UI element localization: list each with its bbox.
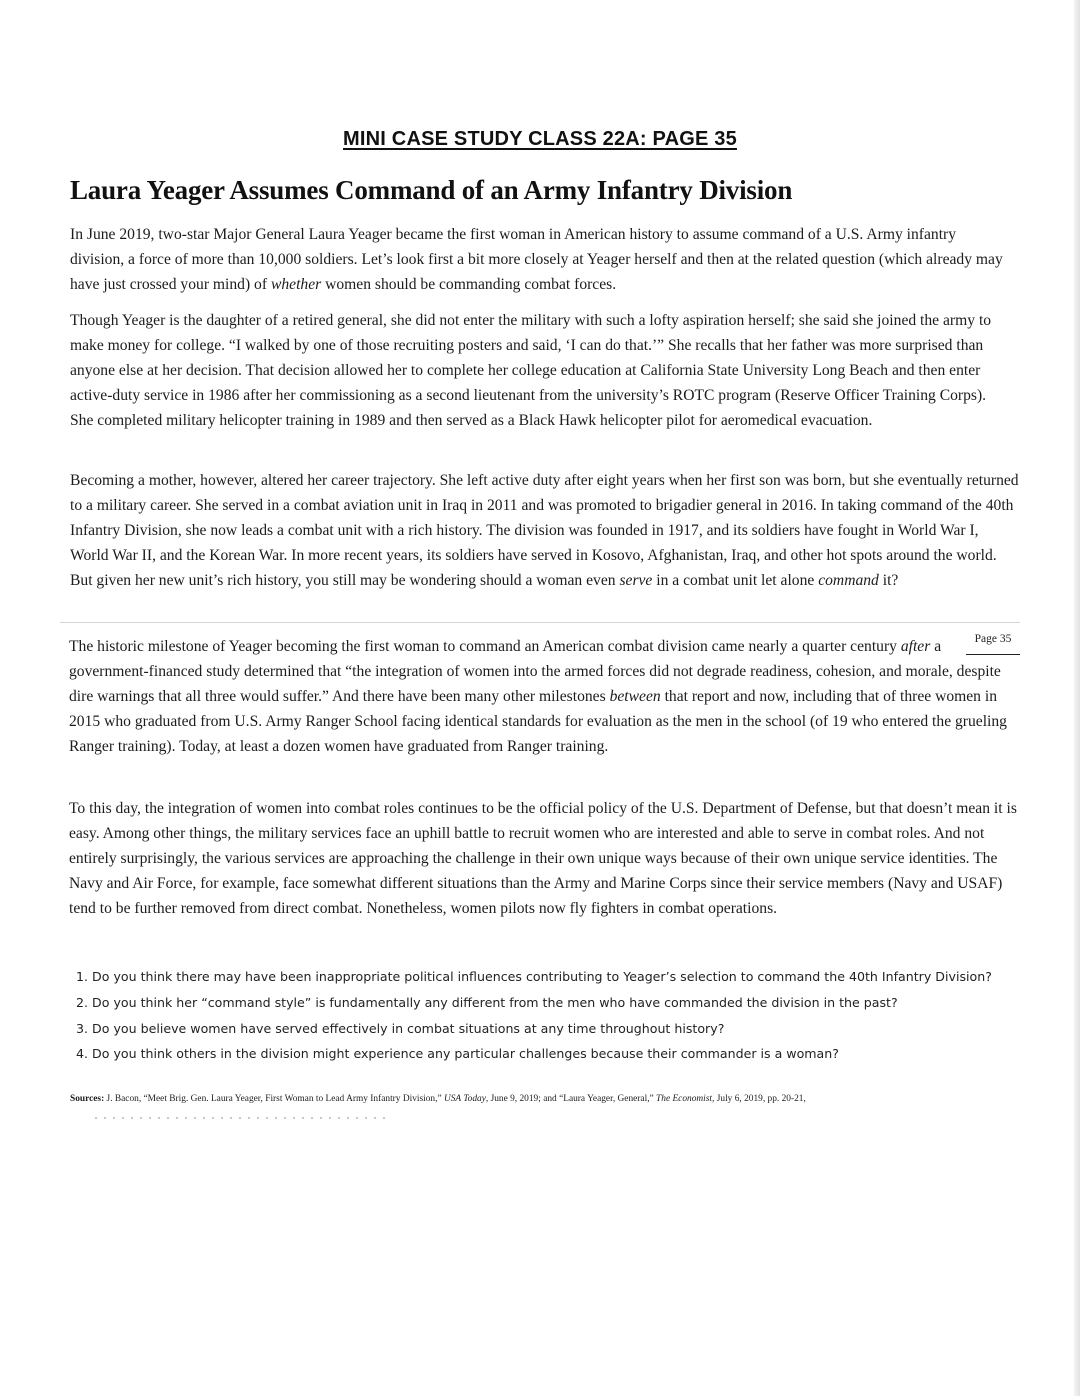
truncated-text-line — [95, 1117, 385, 1119]
case-study-header: MINI CASE STUDY CLASS 22A: PAGE 35 — [343, 128, 737, 150]
question-item — [76, 1016, 1026, 1042]
question-number: 4. — [76, 1046, 89, 1062]
question-item — [76, 964, 1026, 990]
page-number-tag: Page 35 — [966, 630, 1020, 655]
question-text: Do you think her “command style” is fundamentally any different from the men who have commanded the division in the past? — [92, 994, 898, 1010]
paragraph-milestone: The historic milestone of Yeager becoming the first woman to command an American combat division came nearly a quarter century after a government-financed study determined that “the integration of women into the armed forces did not degrade readiness, cohesion, and morale, despite dire warnings that all three would suffer.” And there have been many other milestones between that report and now, including that of three women in 2015 who graduated from U.S. Army Ranger School facing identical standards for evaluation as the men in the school (of 19 who entered the grueling Ranger training). Today, at least a dozen women have graduated from Ranger training. — [69, 638, 1007, 755]
sources-label: Sources: — [70, 1094, 105, 1104]
sources-citation: Sources: J. Bacon, “Meet Brig. Gen. Laura Yeager, First Woman to Lead Army Infantry Division,” USA Today, June 9, 2019; and “Laura Yeager, General,” The Economist, July 6, 2019, pp. 20-21, — [70, 1094, 806, 1104]
question-number: 2. — [76, 994, 89, 1010]
paragraph-career: Becoming a mother, however, altered her career trajectory. She left active duty after eight years when her first son was born, but she eventually returned to a military career. She served in a combat aviation unit in Iraq in 2011 and was promoted to brigadier general in 2016. In taking command of the 40th Infantry Division, she now leads a combat unit with a rich history. The division was founded in 1917, and its soldiers have fought in World War I, World War II, and the Korean War. In more recent years, its soldiers have served in Kosovo, Afghanistan, Iraq, and other hot spots around the world. But given her new unit’s rich history, you still may be wondering should a woman even serve in a combat unit let alone command it? — [70, 472, 1019, 589]
question-text: Do you believe women have served effectively in combat situations at any time throughout history? — [92, 1020, 725, 1036]
paragraph-background: Though Yeager is the daughter of a retired general, she did not enter the military with such a lofty aspiration herself; she said she joined the army to make money for college. “I walked by one of those recruiting posters and said, ‘I can do that.’” She recalls that her father was more surprised than anyone else at her decision. That decision allowed her to complete her college education at California State University Long Beach and then enter active-duty service in 1986 after her commissioning as a second lieutenant from the university’s ROTC program (Reserve Officer Training Corps). She completed military helicopter training in 1989 and then served as a Black Hawk helicopter pilot for aeromedical evacuation. — [70, 312, 992, 429]
question-text: Do you think others in the division might experience any particular challenges because their commander is a woman? — [92, 1046, 839, 1062]
question-item — [76, 1041, 1026, 1067]
page-break-divider — [60, 622, 1020, 623]
discussion-questions — [76, 964, 1026, 1067]
question-number: 3. — [76, 1020, 89, 1036]
paragraph-integration: To this day, the integration of women into combat roles continues to be the official policy of the U.S. Department of Defense, but that doesn’t mean it is easy. Among other things, the military services face an uphill battle to recruit women who are interested and able to serve in combat roles. And not entirely surprisingly, the various services are approaching the challenge in their own unique ways because of their own unique service identities. The Navy and Air Force, for example, face somewhat different situations than the Army and Marine Corps since their service members (Navy and USAF) tend to be further removed from direct combat. Nonetheless, women pilots now fly fighters in combat operations. — [69, 800, 1017, 917]
article-title: Laura Yeager Assumes Command of an Army Infantry Division — [70, 175, 793, 205]
paragraph-intro: In June 2019, two-star Major General Laura Yeager became the first woman in American history to assume command of a U.S. Army infantry division, a force of more than 10,000 soldiers. Let’s look first a bit more closely at Yeager herself and then at the related question (which already may have just crossed your mind) of whether women should be commanding combat forces. — [70, 226, 1003, 293]
page-edge — [1074, 0, 1080, 1396]
question-number: 1. — [76, 969, 89, 984]
question-text: Do you think there may have been inappropriate political influences contributing to Yeager’s selection to command the 40th Infantry Division? — [92, 969, 992, 984]
question-item — [76, 990, 1026, 1016]
